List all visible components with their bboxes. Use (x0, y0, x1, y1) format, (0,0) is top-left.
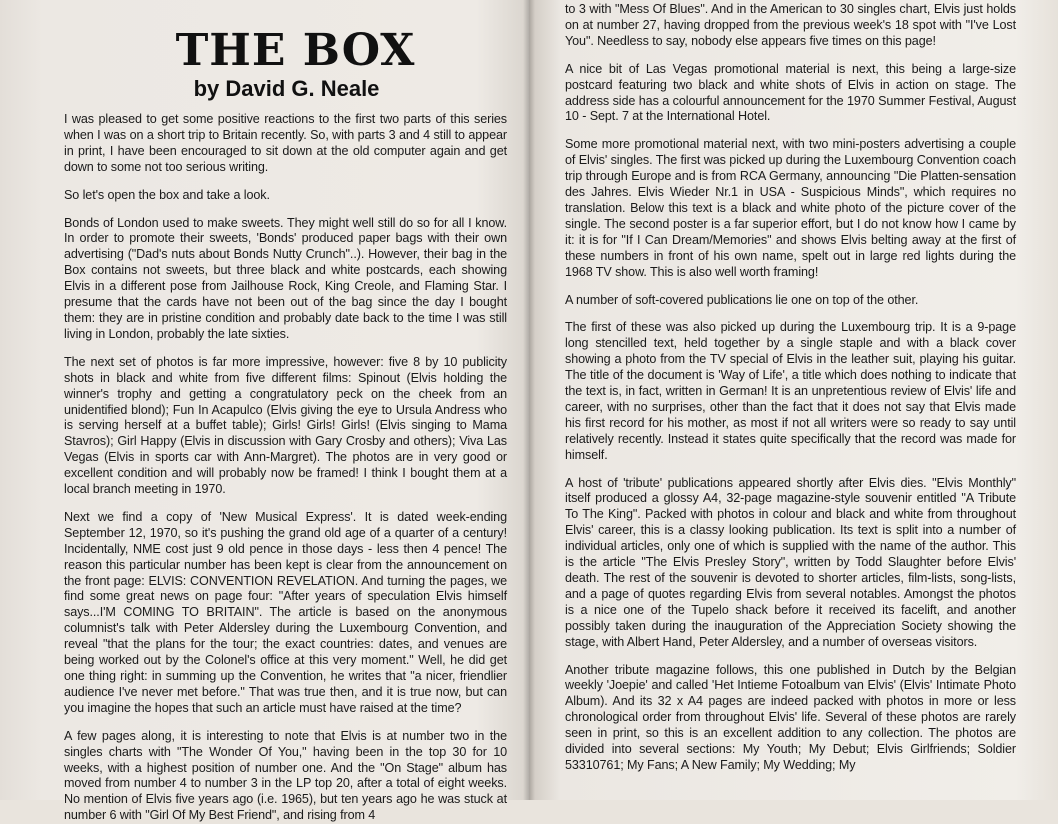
paragraph: A nice bit of Las Vegas promotional material is next, this being a large-size postcard featuring two black and white shots of Elvis in action on stage. The address side has a colourful announcement for the 1970 Summer Festival, August 10 - Sept. 7 at the International Hotel. (565, 61, 1016, 124)
paragraph: to 3 with "Mess Of Blues". And in the American to 30 singles chart, Elvis just holds on at number 27, having dropped from the previous week's 18 spot with "I've Lost You". Needless to say, nobody else appears five times on this page! (565, 2, 1016, 48)
paragraph: So let's open the box and take a look. (64, 187, 270, 202)
left-page-body (64, 112, 507, 824)
right-page (529, 0, 1058, 800)
paragraph: A host of 'tribute' publications appeared shortly after Elvis dies. "Elvis Monthly" itself produced a glossy A4, 32-page magazine-style souvenir entitled "A Tribute To The King". Packed with photos in colour and black and white from throughout Elvis' career, this is a classy looking publication. Its text is split into a number of individual articles, only one of which is supplied with the name of the author. This is the article "The Elvis Presley Story", written by Todd Slaughter before Elvis' death. The rest of the souvenir is devoted to shorter articles, film-lists, song-lists, and a page of quotes regarding Elvis from several notables. Amongst the photos is a nice one of the Tupelo shack before it received its facelift, and another possibly taken during the inauguration of the Appreciation Society showing the stage, with Albert Hand, Peter Aldersley, and a number of overseas visitors. (565, 475, 1016, 649)
article-title: THE BOX (175, 25, 416, 76)
left-page (0, 0, 529, 823)
paragraph: A few pages along, it is interesting to note that Elvis is at number two in the singles charts with "The Wonder Of You," having been in the top 30 for 10 weeks, with a highest position of number one. And the "On Stage" album has moved from number 4 to number 3 in the LP top 20, after a total of eight weeks. No mention of Elvis five years ago (i.e. 1965), but ten years ago he was stuck at number 6 with "Girl Of My Best Friend", and rising from 4 (64, 728, 507, 823)
paragraph: Bonds of London used to make sweets. They might well still do so for all I know. In order to promote their sweets, 'Bonds' produced paper bags with their own advertising ("Dad's nuts about Bonds Nutty Crunch"..). However, their bag in the Box contains not sweets, but three black and white postcards, each showing Elvis in a different pose from Jailhouse Rock, King Creole, and Flaming Star. I presume that the cards have not been out of the bag since the day I bought them: they are in pristine condition and probably date back to the time I was still living in London, probably the late sixties. (64, 215, 507, 341)
paragraph: Next we find a copy of 'New Musical Express'. It is dated week-ending September 12, 1970, so it's pushing the grand old age of a quarter of a century! Incidentally, NME cost just 9 old pence in those days - less then 4 pence! The reason this particular number has been kept is clear from the announcement on the front page: ELVIS: CONVENTION REVELATION. And turning the pages, we find some great news on page four: "After years of speculation Elvis himself says...I'M COMING TO BRITAIN". The article is based on the anonymous columnist's talk with Peter Aldersley during the Luxembourg Convention, and reveal "that the plans for the tour; the exact countries: dates, and venues are being worked out by the Colonel's office at this very moment." Well, he did get one thing right: in summing up the Convention, he writes that "a nicer, friendlier audience I've never met before." That was true then, and it is true now, but can you imagine the hopes that such an article must have raised at the time? (64, 509, 507, 715)
article-header (54, 25, 507, 102)
page-gutter (523, 0, 535, 800)
paragraph: I was pleased to get some positive reactions to the first two parts of this series when I was on a short trip to Britain recently. So, with parts 3 and 4 still to appear in print, I have been encouraged to sit down at the old computer again and get down to some not too serious writing. (64, 112, 507, 174)
paragraph: The first of these was also picked up during the Luxembourg trip. It is a 9-page long stencilled text, held together by a single staple and with a black cover showing a photo from the TV special of Elvis in the leather suit, playing his guitar. The title of the document is 'Way of Life', a title which does nothing to indicate that the text is, in fact, written in German! It is an unpretentious review of Elvis' life and career, with no surprises, other than the fact that it does not say that Elvis made his first record for his mother, as most if not all writers were so ready to say until relatively recently. Instead it states quite specifically that the record was made for himself. (565, 320, 1016, 462)
paragraph: Some more promotional material next, with two mini-posters advertising a couple of Elvis' singles. The first was picked up during the Luxembourg Convention coach trip through Europe and is from RCA Germany, announcing "Die Platten-sensation des Jahres. Elvis Wieder Nr.1 in USA - Suspicious Minds", which requires no translation. Below this text is a black and white photo of the picture cover of the single. The second poster is a far superior effort, but I do not know how I came by it: it is for "If I Can Dream/Memories" and shows Elvis belting away at the first of these numbers in front of his own name, spelt out in large red lights during the 1968 TV show. This is also well worth framing! (565, 137, 1016, 279)
article-byline: by David G. Neale (193, 76, 380, 101)
paragraph: A number of soft-covered publications lie one on top of the other. (565, 292, 919, 307)
paragraph: Another tribute magazine follows, this one published in Dutch by the Belgian weekly 'Joepie' and called 'Het Intieme Fotoalbum van Elvis' (Elvis' Intimate Photo Album). And its 32 x A4 pages are indeed packed with photos in more or less chronological order from throughout Elvis' life. Several of these photos are rarely seen in print, so this is an excellent addition to any collection. The photos are divided into several sections: My Youth; My Debut; Elvis Girlfriends; Soldier 53310761; My Fans; A New Family; My Wedding; My (565, 662, 1016, 772)
right-page-body (565, 0, 1016, 774)
paragraph: The next set of photos is far more impressive, however: five 8 by 10 publicity shots in black and white from five different films: Spinout (Elvis holding the winner's trophy and getting a congratulatory peck on the cheek from an unidentified blond); Fun In Acapulco (Elvis giving the eye to Ursula Andress who is serving herself at a buffet table); Girls! Girls! Girls! (Elvis singing to Mama Stavros); Girl Happy (Elvis in discussion with Gary Crosby and others); Viva Las Vegas (Elvis in sports car with Ann-Margret). The photos are in very good or excellent condition and will probably now be framed! I think I bought them at a local branch meeting in 1970. (64, 354, 507, 497)
